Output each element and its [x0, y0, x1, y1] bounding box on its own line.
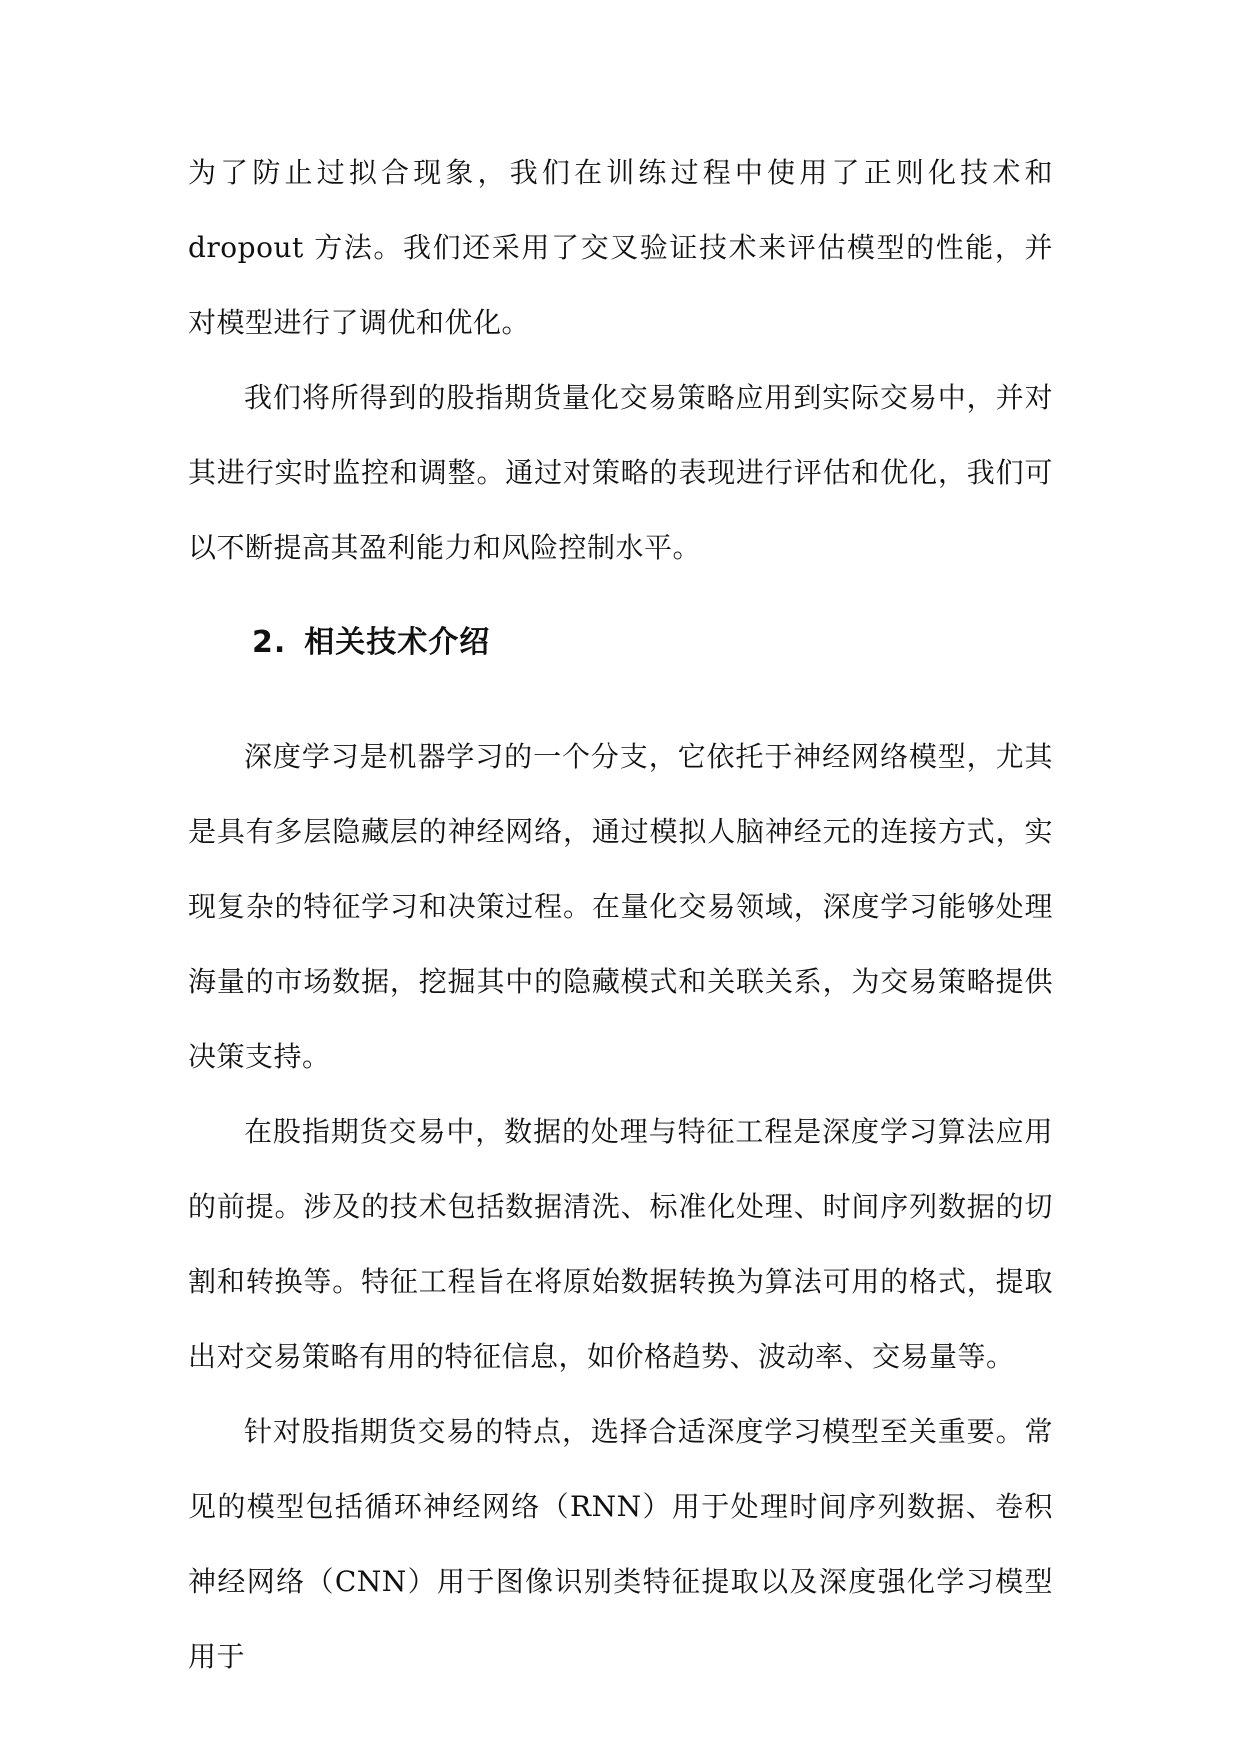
section-heading: [188, 585, 1053, 719]
paragraph-live-trading: 我们将所得到的股指期货量化交易策略应用到实际交易中，并对其进行实时监控和调整。通过对策略的表现进行评估和优化，我们可以不断提高其盈利能力和风险控制水平。: [188, 381, 1053, 564]
paragraph-feature-engineering: 在股指期货交易中，数据的处理与特征工程是深度学习算法应用的前提。涉及的技术包括数据清洗、标准化处理、时间序列数据的切割和转换等。特征工程旨在将原始数据转换为算法可用的格式，提取出对交易策略有用的特征信息，如价格趋势、波动率、交易量等。: [188, 1115, 1053, 1373]
paragraph-regularization: 为了防止过拟合现象，我们在训练过程中使用了正则化技术和dropout 方法。我们还采用了交叉验证技术来评估模型的性能，并对模型进行了调优和优化。: [188, 156, 1053, 339]
paragraph-deep-learning: 深度学习是机器学习的一个分支，它依托于神经网络模型，尤其是具有多层隐藏层的神经网络，通过模拟人脑神经元的连接方式，实现复杂的特征学习和决策过程。在量化交易领域，深度学习能够处理海量的市场数据，挖掘其中的隐藏模式和关联关系，为交易策略提供决策支持。: [188, 740, 1053, 1073]
paragraph-model-selection: 针对股指期货交易的特点，选择合适深度学习模型至关重要。常见的模型包括循环神经网络（RNN）用于处理时间序列数据、卷积神经网络（CNN）用于图像识别类特征提取以及深度强化学习模型用于: [188, 1415, 1053, 1673]
section-title: 相关技术介绍: [304, 625, 491, 660]
document-body: [188, 135, 1053, 1694]
section-number: 2.: [252, 625, 287, 660]
